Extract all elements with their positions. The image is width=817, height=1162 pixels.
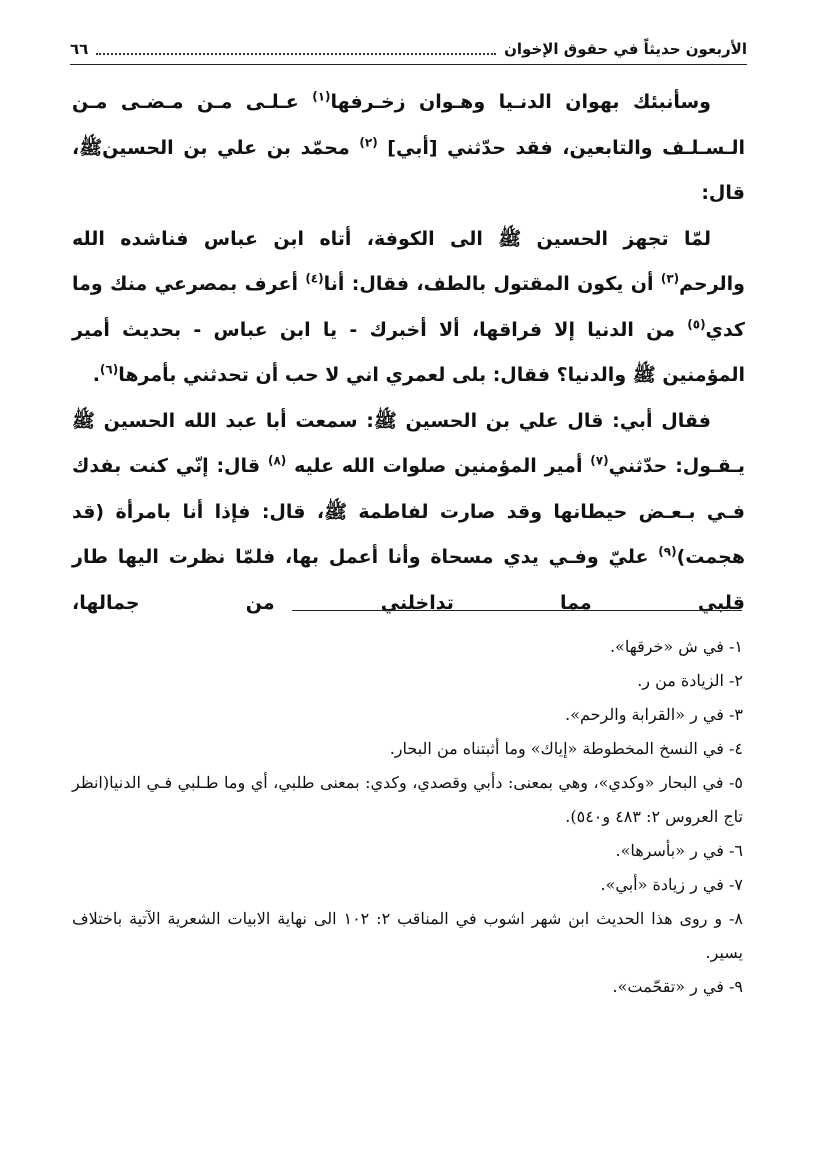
text-run: أعرف بمصرعي منك وما كدي [72, 273, 745, 341]
text-run: . [92, 364, 100, 386]
footnote-ref-2: (٢) [359, 135, 378, 150]
footnote-5: ٥- في البحار «وكدي»، وهي بمعنى: دأبي وقصدي، وكدي: بمعنى طلبي، أي وما طـلبي فـي الدنيا(انظر تاج العروس ٢: ٤٨٣ و٥٤٠). [72, 773, 743, 826]
footnote-ref-4: (٤) [305, 271, 324, 286]
footnote-3: ٣- في ر «القرابة والرحم». [565, 705, 743, 724]
paragraph-1 [72, 80, 745, 217]
footnote-6: ٦- في ر «بأسرها». [615, 841, 743, 860]
text-run: محمّد بن علي بن الحسينﷺ، قال: [72, 136, 745, 204]
text-run: فقال أبي: قال علي بن الحسين ﷺ: سمعت أبا عبد الله الحسين ﷺ يـقـول: حدّثني [72, 409, 745, 477]
text-run: وسأنبئك بهوان الدنـيا وهـوان زخـرفها [330, 91, 711, 113]
text-run: عليّ وفـي يدي مسحاة وأنا أعمل بها، فلمّا نظرت اليها طار قلبي مما تداخلني من جمالها، [72, 546, 745, 614]
footnotes [72, 630, 743, 1004]
running-title: الأربعون حديثاً في حقوق الإخوان [504, 40, 747, 58]
footnote-ref-6: (٦) [99, 362, 119, 377]
text-run: لمّا تجهز الحسين ﷺ الى الكوفة، أتاه ابن عباس فناشده الله والرحم [72, 227, 745, 295]
footnote-4: ٤- في النسخ المخطوطة «إياك» وما أثبتناه من البحار. [389, 739, 743, 758]
footnote-8: ٨- و روى هذا الحديث ابن شهر اشوب في المناقب ٢: ١٠٢ الى نهاية الابيات الشعرية الآتية باختلاف يسير. [72, 909, 743, 962]
footnote-ref-5: (٥) [687, 317, 706, 332]
main-text [72, 80, 745, 626]
footnote-ref-7: (٧) [590, 453, 609, 468]
header-rule [70, 64, 747, 65]
footnote-9: ٩- في ر «تقحّمت». [612, 977, 743, 996]
footnote-ref-8: (٨) [267, 453, 287, 468]
text-run: أمير المؤمنين صلوات الله عليه [286, 455, 591, 477]
text-run: أن يكون المقتول بالطف، فقال: أنا [323, 273, 661, 295]
footnote-separator [292, 610, 742, 611]
paragraph-3 [72, 399, 745, 627]
leader-dots [96, 52, 496, 55]
page-number: ٦٦ [70, 40, 89, 58]
footnote-ref-3: (٣) [660, 271, 680, 286]
footnote-7: ٧- في ر زيادة «أبي». [600, 875, 743, 894]
text-run: قال: إنّي كنت بفدك فـي بـعـض حيطانها وقد صارت لفاطمة ﷺ، قال: فإذا أنا بامرأة (قد هجمت) [72, 455, 745, 568]
footnote-2: ٢- الزيادة من ر. [637, 671, 743, 690]
text-run: عـلـى مـن مـضـى مـن الـسـلـف والتابعين، فقد حدّثني [أبي] [72, 91, 745, 159]
footnote-ref-1: (١) [312, 89, 331, 104]
footnote-ref-9: (٩) [658, 544, 677, 559]
footnote-1: ١- في ش «خرقها». [609, 637, 743, 656]
paragraph-2 [72, 217, 745, 399]
text-run: من الدنيا إلا فراقها، ألا أخبرك - يا ابن عباس - بحديث أمير المؤمنين ﷺ والدنيا؟ فقال: بلى لعمري اني لا حب أن تحدثني بأمرها [72, 318, 745, 386]
page-header [70, 36, 747, 62]
